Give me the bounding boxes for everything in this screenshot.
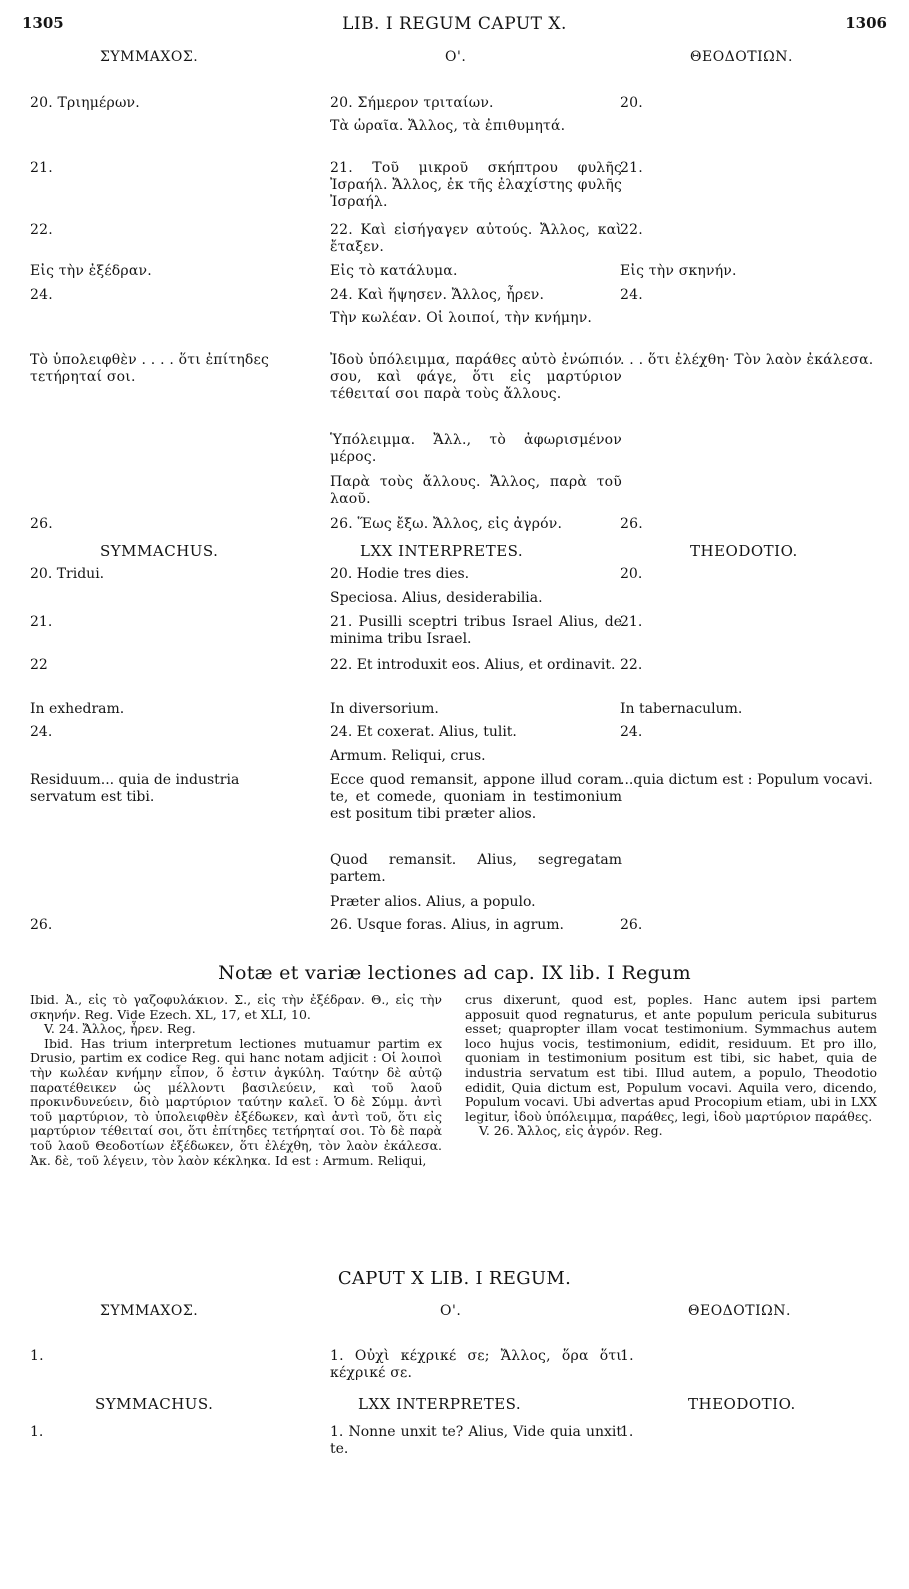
lxx-cell: Ὑπόλειμμα. Ἄλλ., τὸ ἀφωρισμένον μέρος. bbox=[330, 432, 622, 465]
lxx-cell: 26. Ἕως ἔξω. Ἄλλος, εἰς ἀγρόν. bbox=[330, 516, 563, 532]
ch-col-header-lxx-latin: LXX INTERPRETES. bbox=[358, 1395, 522, 1413]
symmachus-cell: Residuum... quia de industria servatum est tibi. bbox=[30, 772, 240, 805]
ch-col-header-theodotion-latin: THEODOTIO. bbox=[688, 1395, 796, 1413]
ch-col-header-symmachus-greek: ΣΥΜΜΑΧΟΣ. bbox=[100, 1303, 199, 1319]
theodotion-cell: 1. bbox=[620, 1348, 634, 1364]
lxx-cell: 24. Καὶ ἥψησεν. Ἄλλος, ἦρεν. bbox=[330, 287, 545, 303]
theodotion-cell: 20. bbox=[620, 95, 643, 111]
note-paragraph: V. 24. Ἄλλος, ἦρεν. Reg. bbox=[44, 1021, 196, 1037]
running-title: LIB. I REGUM CAPUT X. bbox=[342, 14, 567, 34]
symmachus-cell: Εἰς τὴν ἐξέδραν. bbox=[30, 263, 152, 279]
theodotion-cell: 26. bbox=[620, 516, 643, 532]
col-header-symmachus-latin: SYMMACHUS. bbox=[100, 542, 219, 560]
note-paragraph: V. 26. Ἄλλος, εἰς ἀγρόν. Reg. bbox=[479, 1123, 663, 1139]
lxx-cell: Ἰδοὺ ὑπόλειμμα, παράθες αὐτὸ ἐνώπιόν σου, καὶ φάγε, ὅτι εἰς μαρτύριον τέθειταί σοι παρὰ τοὺς ἄλλους. bbox=[330, 352, 622, 402]
lxx-cell: In diversorium. bbox=[330, 701, 439, 717]
symmachus-cell: 21. bbox=[30, 160, 53, 176]
theodotion-cell: 24. bbox=[620, 287, 643, 303]
symmachus-cell: 22 bbox=[30, 657, 48, 673]
lxx-cell: 20. Σήμερον τριταίων. bbox=[330, 95, 494, 111]
notes-title: Notæ et variæ lectiones ad cap. IX lib. I Regum bbox=[218, 962, 691, 984]
ch-col-header-symmachus-latin: SYMMACHUS. bbox=[95, 1395, 214, 1413]
theodotion-cell: . . . ὅτι ἐλέχθη· Τὸν λαὸν ἐκάλεσα. bbox=[620, 352, 874, 368]
lxx-cell: 1. Οὐχὶ κέχρικέ σε; Ἄλλος, ὅρα ὅτι κέχρικέ σε. bbox=[330, 1348, 622, 1381]
chapter-title: CAPUT X LIB. I REGUM. bbox=[337, 1268, 572, 1289]
note-paragraph: Ibid. Ἀ., εἰς τὸ γαζοφυλάκιον. Σ., εἰς τὴν ἐξέδραν. Θ., εἰς τὴν σκηνήν. Reg. Vide Ezech. XL, 17, et XLI, 10. bbox=[30, 992, 442, 1022]
lxx-cell: Præter alios. Alius, a populo. bbox=[330, 894, 536, 910]
lxx-cell: Παρὰ τοὺς ἄλλους. Ἄλλος, παρὰ τοῦ λαοῦ. bbox=[330, 474, 622, 507]
symmachus-cell: 1. bbox=[30, 1424, 44, 1440]
theodotion-cell: In tabernaculum. bbox=[620, 701, 743, 717]
theodotion-cell: 24. bbox=[620, 724, 643, 740]
theodotion-cell: 20. bbox=[620, 566, 643, 582]
symmachus-cell: 21. bbox=[30, 614, 53, 630]
lxx-cell: Armum. Reliqui, crus. bbox=[330, 748, 486, 764]
symmachus-cell: 26. bbox=[30, 516, 53, 532]
note-paragraph: crus dixerunt, quod est, poples. Hanc autem ipsi partem apposuit quod regnaturus, et ante populum pericula subiturus esset; quapropter illam vocat testimonium. Symmachus autem loco hujus vocis, testimonium, edidit, residuum. Et pro illo, quoniam in testimonium positum est tibi, sic habet, quia de industria servatum est tibi. Illud autem, a populo, Theodotio edidit, Quia dictum est, Populum vocavi. Aquila vero, dicendo, Populum vocavi. Ubi advertas apud Procopium etiam, ubi in LXX legitur, ἰδοὺ ὑπόλειμμα, παράθες, legi, ἰδοὺ μαρτύριον παράθες. bbox=[465, 992, 877, 1124]
lxx-cell: 21. Τοῦ μικροῦ σκήπτρου φυλῆς Ἰσραήλ. Ἄλλος, ἐκ τῆς ἐλαχίστης φυλῆς Ἰσραήλ. bbox=[330, 160, 622, 210]
col-header-theodotion-greek: ΘΕΟΔΟΤΙΩΝ. bbox=[690, 49, 793, 65]
theodotion-cell: 21. bbox=[620, 160, 643, 176]
lxx-cell: Speciosa. Alius, desiderabilia. bbox=[330, 590, 543, 606]
theodotion-cell: Εἰς τὴν σκηνήν. bbox=[620, 263, 737, 279]
page-number-right: 1306 bbox=[845, 14, 887, 32]
symmachus-cell: 20. Τριημέρων. bbox=[30, 95, 140, 111]
col-header-theodotion-latin: THEODOTIO. bbox=[690, 542, 798, 560]
theodotion-cell: 22. bbox=[620, 222, 643, 238]
lxx-cell: Τὴν κωλέαν. Οἱ λοιποί, τὴν κνήμην. bbox=[330, 310, 593, 326]
ch-col-header-lxx-greek: Ο'. bbox=[440, 1303, 462, 1319]
theodotion-cell: ...quia dictum est : Populum vocavi. bbox=[620, 772, 873, 788]
note-paragraph: Ibid. Has trium interpretum lectiones mutuamur partim ex Drusio, partim ex codice Reg. qui hanc notam adjicit : Οἱ λοιποὶ τὴν κωλέαν κνήμην εἶπον, ὅ ἐστιν ἀγκύλη. Ταύτην δὲ αὐτῷ παρατέθεικεν ὡς μέλλοντι βασιλεύειν, καὶ τοῦ λαοῦ προκινδυνεύειν, διὸ μαρτύριον ταύτην καλεῖ. Ὁ δὲ Σύμμ. ἀντὶ τοῦ μαρτύριον, τὸ ὑπολειφθὲν ἐξέδωκεν, καὶ ἀντὶ τοῦ, ὅτι εἰς μαρτύριον τέθειταί σοι, ὅτι ἐπίτηδες τετήρηταί σοι. Τὸ δὲ παρὰ τοῦ λαοῦ Θεοδοτίων ἐξέδωκεν, ὅτι ἐλέχθη, τὸν λαὸν ἐκάλεσα. Ἀκ. δὲ, τοῦ λέγειν, τὸν λαὸν κέκληκα. Id est : Armum. Reliqui, bbox=[30, 1035, 442, 1168]
running-head bbox=[22, 14, 887, 36]
lxx-cell: 22. Et introduxit eos. Alius, et ordinavit. bbox=[330, 657, 616, 673]
theodotion-cell: 26. bbox=[620, 917, 643, 933]
theodotion-cell: 22. bbox=[620, 657, 643, 673]
ch-col-header-theodotion-greek: ΘΕΟΔΟΤΙΩΝ. bbox=[688, 1303, 791, 1319]
col-header-symmachus-greek: ΣΥΜΜΑΧΟΣ. bbox=[100, 49, 199, 65]
lxx-cell: Εἰς τὸ κατάλυμα. bbox=[330, 263, 458, 279]
lxx-cell: 24. Et coxerat. Alius, tulit. bbox=[330, 724, 517, 740]
symmachus-cell: 26. bbox=[30, 917, 53, 933]
lxx-cell: Τὰ ὡραῖα. Ἄλλος, τὰ ἐπιθυμητά. bbox=[330, 118, 566, 134]
lxx-cell: 22. Καὶ εἰσήγαγεν αὐτούς. Ἄλλος, καὶ ἔταξεν. bbox=[330, 222, 622, 255]
lxx-cell: Ecce quod remansit, appone illud coram te, et comede, quoniam in testimonium est positum tibi præter alios. bbox=[330, 772, 622, 822]
lxx-cell: 1. Nonne unxit te? Alius, Vide quia unxit te. bbox=[330, 1424, 622, 1457]
lxx-cell: 26. Usque foras. Alius, in agrum. bbox=[330, 917, 565, 933]
symmachus-cell: 24. bbox=[30, 724, 53, 740]
notes-right-column bbox=[465, 993, 877, 1139]
symmachus-cell: 1. bbox=[30, 1348, 44, 1364]
symmachus-cell: In exhedram. bbox=[30, 701, 125, 717]
col-header-lxx-latin: LXX INTERPRETES. bbox=[360, 542, 524, 560]
lxx-cell: Quod remansit. Alius, segregatam partem. bbox=[330, 852, 622, 885]
lxx-cell: 21. Pusilli sceptri tribus Israel Alius, de minima tribu Israel. bbox=[330, 614, 622, 647]
symmachus-cell: 20. Tridui. bbox=[30, 566, 105, 582]
theodotion-cell: 1. bbox=[620, 1424, 634, 1440]
symmachus-cell: 22. bbox=[30, 222, 53, 238]
notes-left-column bbox=[30, 993, 442, 1168]
symmachus-cell: 24. bbox=[30, 287, 53, 303]
col-header-lxx-greek: Ο'. bbox=[445, 49, 467, 65]
page-number-left: 1305 bbox=[22, 14, 64, 32]
theodotion-cell: 21. bbox=[620, 614, 643, 630]
lxx-cell: 20. Hodie tres dies. bbox=[330, 566, 470, 582]
symmachus-cell: Τὸ ὑπολειφθὲν . . . . ὅτι ἐπίτηδες τετήρηταί σοι. bbox=[30, 352, 270, 385]
